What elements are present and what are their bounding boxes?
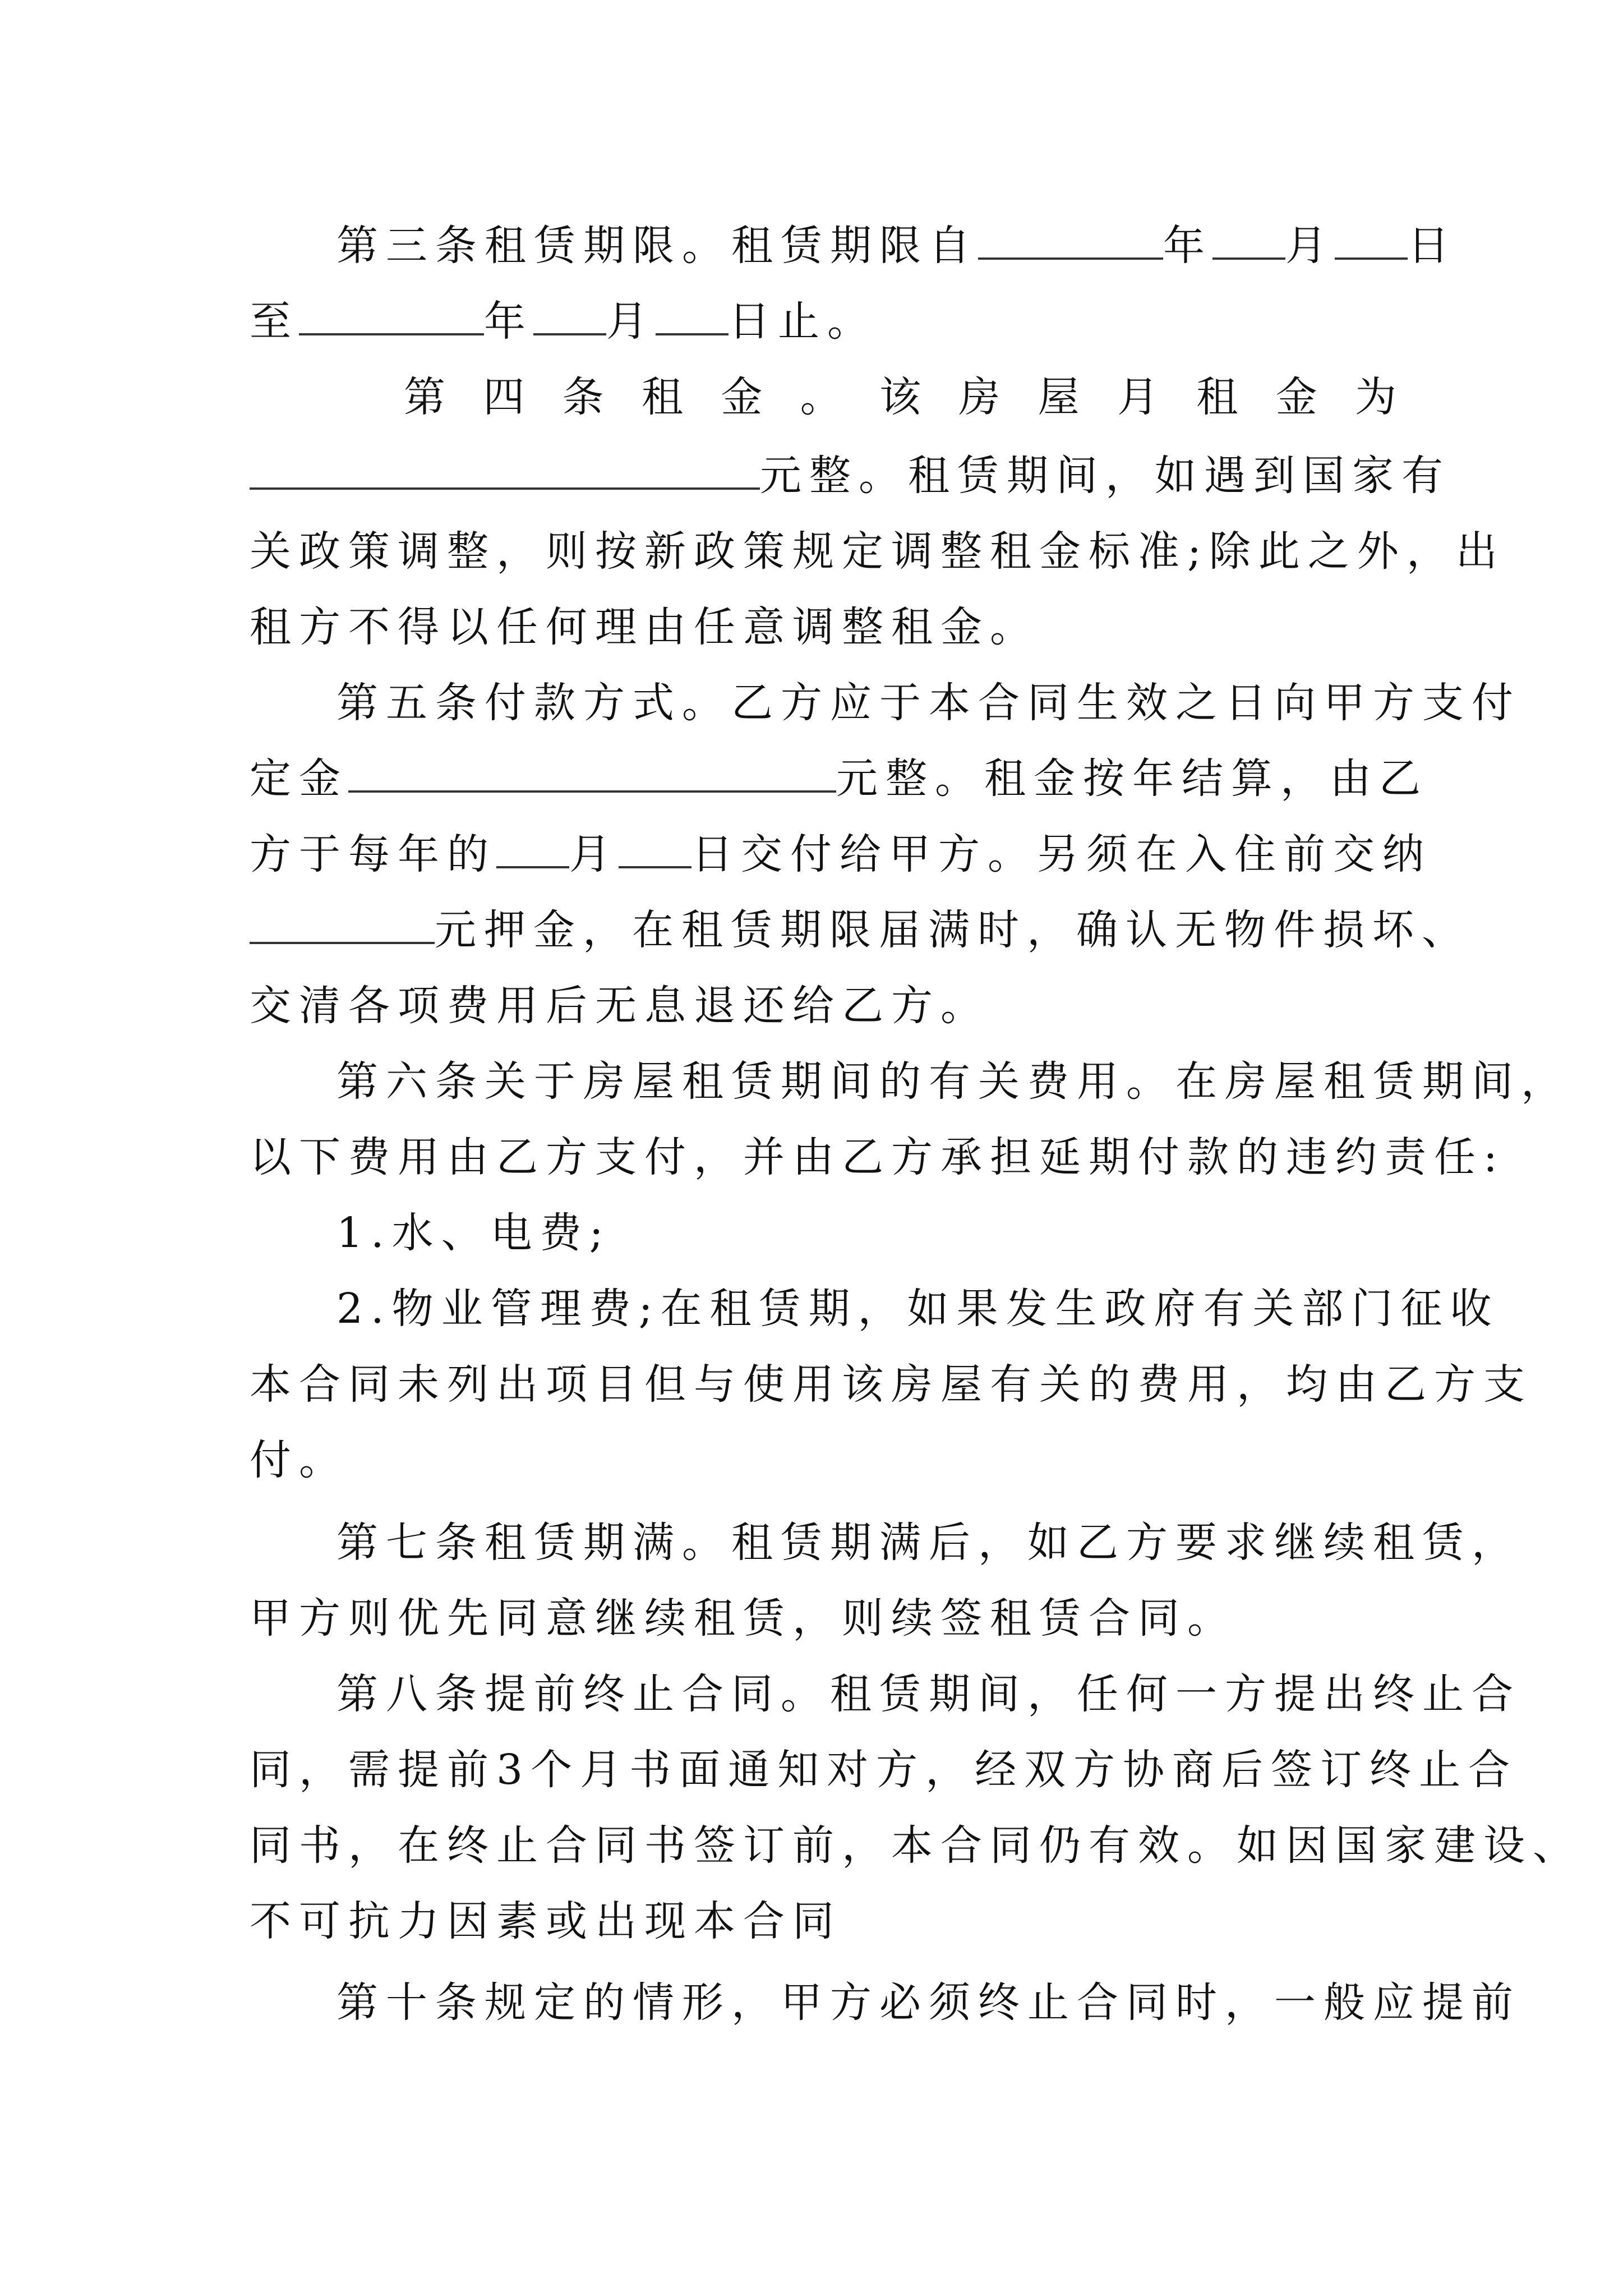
- art8-line2: 同，需提前3个月书面通知对方，经双方协商后签订终止合: [250, 1746, 1518, 1794]
- char: 金: [1275, 373, 1317, 421]
- blank-year-field: [978, 218, 1163, 260]
- text: 元押金，在租赁期限届满时，确认无物件损坏、: [435, 906, 1471, 954]
- art8-line1: 第八条提前终止合同。租赁期间，任何一方提出终止合: [336, 1670, 1521, 1718]
- blank-day-field: [1335, 218, 1408, 260]
- blank-month-field: [533, 294, 606, 335]
- text: 定金: [250, 754, 348, 803]
- char: 屋: [1038, 373, 1080, 421]
- art6-line1: 第六条关于房屋租赁期间的有关费用。在房屋租赁期间，: [336, 1057, 1570, 1106]
- text: 年: [1163, 222, 1212, 270]
- art6-line2: 以下费用由乙方支付，并由乙方承担延期付款的违约责任:: [250, 1133, 1505, 1181]
- blank-year-field: [299, 294, 484, 335]
- art5-line5: 交清各项费用后无息退还给乙方。: [250, 982, 990, 1030]
- art6-item1: 1.水、电费;: [336, 1209, 611, 1257]
- char: 月: [1117, 373, 1159, 421]
- text: 月: [1285, 222, 1335, 270]
- art4-line3: 关政策调整，则按新政策规定调整租金标准;除此之外，出: [250, 527, 1505, 576]
- char: 金: [721, 373, 763, 421]
- art6-item2-line1: 2.物业管理费;在租赁期，如果发生政府有关部门征收: [336, 1285, 1500, 1333]
- text: 元整。租赁期间，如遇到国家有: [760, 452, 1451, 500]
- char: 为: [1354, 373, 1396, 421]
- blank-month-field: [496, 827, 569, 868]
- char: 房: [958, 373, 1000, 421]
- char: 租: [1196, 373, 1238, 421]
- char: 租: [641, 373, 683, 421]
- text: 年: [484, 297, 533, 346]
- art3-line2: [250, 293, 1394, 349]
- text: 第三条租赁期限。租赁期限自: [336, 222, 978, 270]
- art5-line4: [250, 902, 1471, 958]
- text: 元整。租金按年结算，由乙: [836, 754, 1428, 803]
- text: 日交付给甲方。另须在入住前交纳: [691, 830, 1432, 878]
- art7-line2: 甲方则优先同意继续租赁，则续签租赁合同。: [250, 1594, 1237, 1642]
- art8-line3: 同书，在终止合同书签订前，本合同仍有效。如因国家建设、: [250, 1821, 1582, 1870]
- blank-deposit-field: [348, 751, 836, 793]
- art5-line2: [250, 751, 1428, 807]
- text: 至: [250, 297, 299, 346]
- art7-line1: 第七条租赁期满。租赁期满后，如乙方要求继续租赁，: [336, 1519, 1521, 1567]
- char: 。: [800, 373, 842, 421]
- art4-line2: [250, 448, 1451, 504]
- text: 日: [1408, 222, 1457, 270]
- blank-day-field: [656, 294, 728, 335]
- art3-line1: [336, 218, 1457, 274]
- blank-day-field: [619, 827, 691, 868]
- art6-item2-line3: 付。: [250, 1436, 348, 1484]
- art6-item2-line2: 本合同未列出项目但与使用该房屋有关的费用，均由乙方支: [250, 1360, 1533, 1409]
- art8-line4: 不可抗力因素或出现本合同: [250, 1897, 842, 1945]
- art10-line1: 第十条规定的情形，甲方必须终止合同时，一般应提前: [336, 1978, 1521, 2027]
- text: 月: [569, 830, 619, 878]
- blank-rent-field: [250, 448, 760, 490]
- char: 四: [483, 373, 525, 421]
- art4-line4: 租方不得以任何理由任意调整租金。: [250, 603, 1039, 651]
- text: 月: [606, 297, 656, 346]
- art5-line3: [250, 826, 1432, 882]
- char: 第: [404, 373, 445, 421]
- text: 日止。: [728, 297, 877, 346]
- blank-pledge-field: [250, 903, 435, 944]
- blank-month-field: [1212, 218, 1285, 260]
- char: 该: [879, 373, 921, 421]
- art4-line1: [404, 369, 1396, 425]
- char: 条: [562, 373, 604, 421]
- art5-line1: 第五条付款方式。乙方应于本合同生效之日向甲方支付: [336, 679, 1521, 727]
- text: 方于每年的: [250, 830, 496, 878]
